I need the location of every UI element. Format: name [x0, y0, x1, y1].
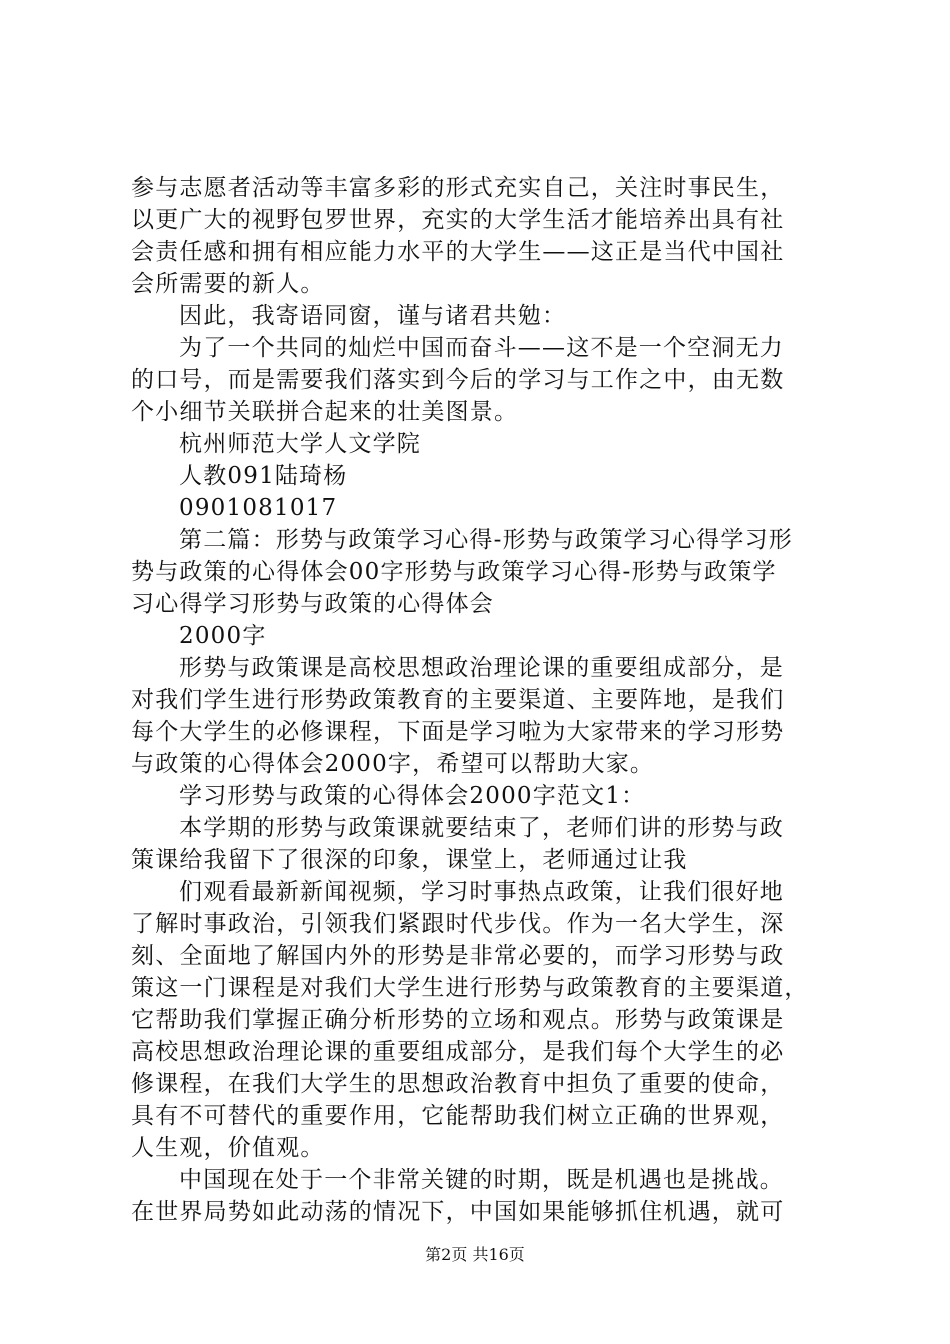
- text-line: 刻、全面地了解国内外的形势是非常必要的，而学习形势与政: [131, 943, 785, 969]
- text-line: 们观看最新新闻视频，学习时事热点政策，让我们很好地: [179, 879, 784, 905]
- text-line: 本学期的形势与政策课就要结束了，老师们讲的形势与政: [179, 815, 784, 841]
- text-line: 高校思想政治理论课的重要组成部分，是我们每个大学生的必: [131, 1039, 785, 1065]
- text-line: 势与政策的心得体会00字形势与政策学习心得-形势与政策学: [131, 559, 777, 585]
- text-line: 对我们学生进行形势政策教育的主要渠道、主要阵地，是我们: [131, 687, 785, 713]
- text-line: 每个大学生的必修课程，下面是学习啦为大家带来的学习形势: [131, 719, 785, 745]
- text-line: 形势与政策课是高校思想政治理论课的重要组成部分，是: [179, 655, 784, 681]
- text-line: 具有不可替代的重要作用，它能帮助我们树立正确的世界观，: [131, 1103, 785, 1129]
- text-line: 的口号，而是需要我们落实到今后的学习与工作之中，由无数: [131, 367, 785, 393]
- text-line: 策这一门课程是对我们大学生进行形势与政策教育的主要渠道，: [131, 975, 809, 1001]
- text-line: 了解时事政治，引领我们紧跟时代步伐。作为一名大学生，深: [131, 911, 785, 937]
- text-line: 修课程，在我们大学生的思想政治教育中担负了重要的使命，: [131, 1071, 785, 1097]
- text-line: 为了一个共同的灿烂中国而奋斗——这不是一个空洞无力: [179, 335, 784, 361]
- text-line: 它帮助我们掌握正确分析形势的立场和观点。形势与政策课是: [131, 1007, 785, 1033]
- text-line: 习心得学习形势与政策的心得体会: [131, 591, 494, 617]
- text-line: 策课给我留下了很深的印象，课堂上，老师通过让我: [131, 847, 688, 873]
- text-line: 人生观，价值观。: [131, 1135, 325, 1161]
- text-line: 人教091陆琦杨: [179, 463, 348, 489]
- text-line: 学习形势与政策的心得体会2000字范文1：: [179, 783, 646, 809]
- text-line: 因此，我寄语同窗，谨与诸君共勉：: [179, 303, 567, 329]
- page-footer: 第2页 共16页: [425, 1245, 525, 1264]
- text-line: 2000字: [179, 623, 267, 649]
- text-line: 杭州师范大学人文学院: [179, 431, 421, 457]
- text-line: 第二篇：形势与政策学习心得-形势与政策学习心得学习形: [179, 527, 793, 553]
- text-line: 与政策的心得体会2000字，希望可以帮助大家。: [131, 751, 655, 777]
- text-line: 个小细节关联拼合起来的壮美图景。: [131, 399, 519, 425]
- text-line: 以更广大的视野包罗世界，充实的大学生活才能培养出具有社: [131, 207, 785, 233]
- text-line: 0901081017: [179, 495, 338, 521]
- text-line: 参与志愿者活动等丰富多彩的形式充实自己，关注时事民生，: [131, 175, 785, 201]
- text-line: 会责任感和拥有相应能力水平的大学生——这正是当代中国社: [131, 239, 785, 265]
- text-line: 在世界局势如此动荡的情况下，中国如果能够抓住机遇，就可: [131, 1199, 785, 1225]
- document-body: [131, 172, 831, 1228]
- text-line: 会所需要的新人。: [131, 271, 325, 297]
- text-line: 中国现在处于一个非常关键的时期，既是机遇也是挑战。: [179, 1167, 784, 1193]
